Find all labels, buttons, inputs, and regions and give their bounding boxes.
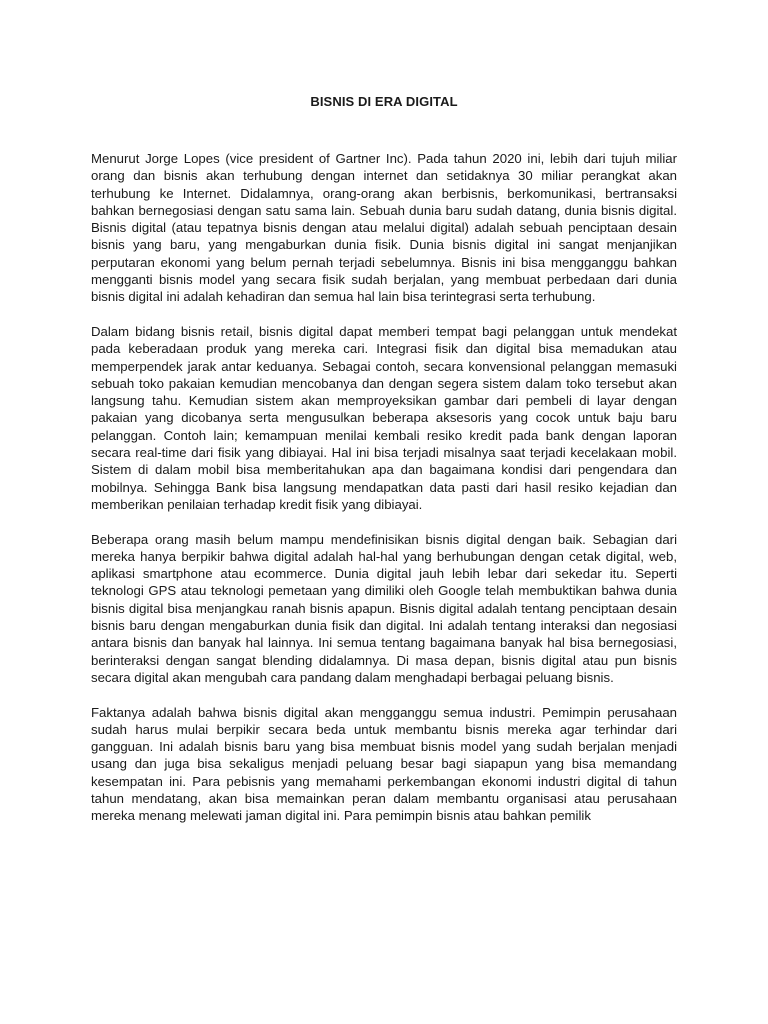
paragraph-3: Beberapa orang masih belum mampu mendefinisikan bisnis digital dengan baik. Sebagian dari mereka hanya berpikir bahwa digital adalah hal-hal yang berhubungan dengan cetak digital, web, aplikasi smartphone atau ecommerce. Dunia digital jauh lebih lebar dari sekedar itu. Seperti teknologi GPS atau teknologi pemetaan yang dimiliki oleh Google telah membuktikan bahwa dunia bisnis digital bisa menjangkau ranah bisnis apapun. Bisnis digital adalah tentang penciptaan desain bisnis baru dengan mengaburkan dunia fisik dan digital. Ini adalah tentang interaksi dan negosiasi antara bisnis dan banyak hal lainnya. Ini semua tentang bagaimana banyak hal bisa bernegosiasi, berinteraksi dengan sangat blending didalamnya. Di masa depan, bisnis digital atau pun bisnis secara digital akan mengubah cara pandang dalam menghadapi berbagai peluang bisnis. [91, 531, 677, 685]
paragraph-2: Dalam bidang bisnis retail, bisnis digital dapat memberi tempat bagi pelanggan untuk mendekat pada keberadaan produk yang mereka cari. Integrasi fisik dan digital bisa memadukan atau memperpendek jarak antar keduanya. Sebagai contoh, secara konvensional pelanggan memasuki sebuah toko pakaian kemudian mencobanya dan dengan segera sistem dalam toko tersebut akan langsung tahu. Kemudian sistem akan memproyeksikan gambar dari pembeli di layar dengan pakaian yang dicobanya serta mengusulkan beberapa aksesoris yang cocok untuk baju baru pelanggan. Contoh lain; kemampuan menilai kembali resiko kredit pada bank dengan laporan secara real-time dari fisik yang dibiayai. Hal ini bisa terjadi misalnya saat terjadi kecelakaan mobil. Sistem di dalam mobil bisa memberitahukan apa dan bagaimana kondisi dari pengendara dan mobilnya. Sehingga Bank bisa langsung mendapatkan data pasti dari hasil resiko kejadian dan memberikan penilaian terhadap kredit fisik yang dibiayai. [91, 323, 677, 512]
document-body [91, 150, 677, 842]
paragraph-1: Menurut Jorge Lopes (vice president of Gartner Inc). Pada tahun 2020 ini, lebih dari tujuh miliar orang dan bisnis akan terhubung dengan internet dan setidaknya 30 miliar perangkat akan terhubung ke Internet. Didalamnya, orang-orang akan berbisnis, berkomunikasi, bertransaksi bahkan bernegosiasi dengan satu sama lain. Sebuah dunia baru sudah datang, dunia bisnis digital. Bisnis digital (atau tepatnya bisnis dengan atau melalui digital) adalah sebuah penciptaan desain bisnis yang baru, yang mengaburkan dunia fisik. Dunia bisnis digital ini sangat menjanjikan perputaran ekonomi yang belum pernah terjadi sebelumnya. Bisnis ini bisa mengganggu bahkan mengganti bisnis model yang secara fisik sudah berjalan, yang membuat perbedaan dari dunia bisnis digital ini adalah kehadiran dan semua hal lain bisa terintegrasi serta terhubung. [91, 151, 677, 305]
paragraph-4: Faktanya adalah bahwa bisnis digital akan mengganggu semua industri. Pemimpin perusahaan sudah harus mulai berpikir secara beda untuk membantu bisnis mereka agar terhindar dari gangguan. Ini adalah bisnis baru yang bisa membuat bisnis model yang sudah berjalan menjadi usang dan juga bisa sekaligus menjadi peluang besar bagi siapapun yang bisa memandang kesempatan ini. Para pebisnis yang memahami perkembangan ekonomi industri digital di tahun tahun mendatang, akan bisa memainkan peran dalam membantu organisasi atau perusahaan mereka menang melewati jaman digital ini. Para pemimpin bisnis atau bahkan pemilik [91, 704, 677, 824]
document-title: BISNIS DI ERA DIGITAL [310, 94, 458, 109]
